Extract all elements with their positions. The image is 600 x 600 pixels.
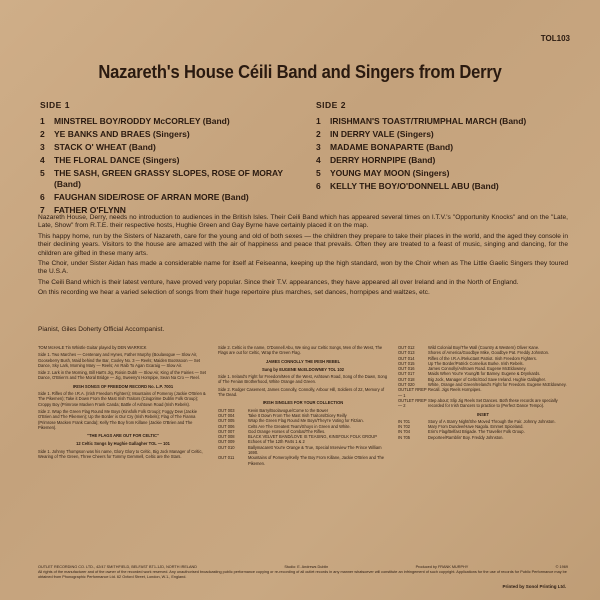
- catalog-text: Side 2. Celtic is the name, O'Donnell Abu, We sing our Celtic Songs, Men of the West, The Flags are out for Celtic, Wrap the Green Flag.: [218, 345, 383, 356]
- track-item: [40, 129, 310, 140]
- catalog-column-2: [218, 345, 388, 466]
- track-number: 2: [40, 129, 45, 139]
- record-code: OUTLET RREP — 1: [398, 387, 427, 398]
- copyright-year: © 1969: [555, 565, 568, 569]
- record-code: OUT 008: [218, 434, 235, 440]
- side-1-tracklist: [40, 100, 310, 218]
- track-number: 4: [316, 155, 321, 165]
- catalog-text: Side 1. Two Marches — Centenary and Hynes, Father Murphy (Boulavogue — Slow Air, Gooseberry Bush, Maid behind the Bar, Cooley No. 3 — Reels; Maiden Bootssoon — Set Dance, Sky Lark, Morning Mary — Reels; An Raib To Agan Gcaraig — Slow Air.: [38, 352, 201, 368]
- side-1-heading: SIDE 1: [40, 100, 70, 110]
- track-title: DERRY HORNPIPE (Band): [330, 155, 436, 165]
- liner-paragraph: This happy home, run by the Sisters of Nazareth, care for the young and old of both sexes — the children they prepare to take their places in the world, and the aged they console in their declining years. Visitors to the house are amazed with the air of happiness and peace that prevails. Often they are treated to a feast of music, singing and dancing, for the children are gifted in these many arts.: [38, 232, 568, 257]
- track-item: [40, 155, 310, 166]
- track-title: FAUGHAN SIDE/ROSE OF ARRAN MORE (Band): [54, 192, 249, 202]
- track-item: [40, 168, 310, 190]
- record-code: OUT 006: [218, 423, 235, 429]
- track-item: [40, 142, 310, 153]
- catalog-text: Side 1. Ireland's Fight for Freedom/Men of the West, Ashtown Road, Song of the Dawn, Song of The Fenian Brotherhood, White Orange and Green.: [218, 374, 388, 385]
- studio-credit: Studio: E. Andrews Dublin: [284, 565, 329, 569]
- track-title: MINSTREL BOY/RODDY McCORLEY (Band): [54, 116, 230, 126]
- album-title: Nazareth's House Céili Band and Singers from Derry: [98, 62, 502, 82]
- catalog-heading: IRISH SONGS OF FREEDOM RECORD No. L.P. 7001: [72, 383, 174, 389]
- track-number: 6: [316, 181, 321, 191]
- track-title: THE FLORAL DANCE (Singers): [54, 155, 180, 165]
- liner-paragraph: The Choir, under Sister Aidan has made a considerable name for itself at Feiseanna, keeping up the high standard, won by the Choir when as The Little Gaelic Singers they toured the U.S.A.: [38, 260, 568, 276]
- record-code: OUT 020: [398, 382, 415, 388]
- pianist-credit: Pianist, Giles Doherty Official Accompanist.: [38, 326, 165, 333]
- record-code: OUT 015: [398, 360, 415, 366]
- record-title: Deportee/Ramblin' Boy. Freddy Johnston.: [428, 434, 504, 440]
- track-title: YE BANKS AND BRAES (Singers): [54, 129, 190, 139]
- track-title: THE SASH, GREEN GRASSY SLOPES, ROSE OF MORAY (Band): [54, 168, 283, 189]
- record-title: Rifles of the I.R.A./Reluctant Patriot. Irish Freedom Fighters.: [428, 355, 537, 361]
- track-number: 1: [40, 116, 45, 126]
- record-code: IN 704: [398, 429, 411, 435]
- catalog-column-3: [398, 345, 568, 466]
- catalog-heading: IRISH SINGLES FOR YOUR COLLECTION: [262, 400, 344, 406]
- record-code: OUT 013: [398, 350, 415, 356]
- track-number: 3: [40, 142, 45, 152]
- track-title: IN DERRY VALE (Singers): [330, 129, 434, 139]
- liner-paragraph: The Ceili Band which is their latest venture, have proved very popular. Since their T.V. appearances, they have appeared all over Ireland and in the North of England.: [38, 278, 519, 286]
- track-item: [40, 116, 310, 127]
- catalog-heading: "THE FLAGS ARE OUT FOR CELTIC": [87, 433, 159, 439]
- record-title: Ballymacarett You're Orange & True, Special Interview The Prince William 1690.: [248, 444, 382, 456]
- record-title: Maids When You're Young/B for Barney. Eugene & Drynkards.: [428, 371, 541, 377]
- record-title: Big Jock, Manager of Celtic/God Save Ireland. Hughie Gallagher.: [428, 376, 546, 382]
- catalog-text: Side 2. Rodger Casement, James Connolly, Connolly, Arbour Hill, Soldiers of 22, Memory of The Dead.: [218, 386, 385, 398]
- record-title: Recall. Jigs Reels Hornpipes.: [428, 387, 482, 393]
- record-code: OUTLET RREP — 2: [398, 397, 427, 409]
- track-number: 3: [316, 142, 321, 152]
- track-item: [316, 116, 586, 127]
- record-code: OUT 014: [398, 355, 415, 361]
- catalog-text: Side 2. Wrap the Green Flag Round Me Boys (Kinsfolk Folk Group); Foggy Dew (Jackie O'Brien and The Pikemen); Up the Border is Our Cry (Irish Rebels); Flag of The Fianna (Primrose Macken Frank Canda); Kelly The Boy from Killane (Jackie O'Brien and The Pikemen).: [38, 408, 197, 430]
- producer-credit: Produced by FRANK MURPHY: [415, 565, 469, 569]
- printer-credit: Printed by Sonol Printing Ltd.: [502, 584, 566, 589]
- footer: [38, 565, 568, 580]
- catalog-heading: JAMES CONNOLLY THE IRISH REBEL: [265, 358, 341, 364]
- track-item: [316, 129, 586, 140]
- record-title: Kevin Barry/Boolavogue/Come to the Bower: [248, 407, 329, 413]
- track-item: [316, 181, 586, 192]
- track-number: 5: [40, 168, 45, 178]
- liner-paragraph: On this recording we hear a varied selection of songs from their huge repertoire plus marches, set dances, hornpipes and waltzes, etc.: [38, 289, 430, 297]
- track-item: [316, 142, 586, 153]
- track-title: KELLY THE BOY/O'DONNELL ABU (Band): [330, 181, 499, 191]
- catalog-text: Side 2. Lark in the Morning, Bill Hart's Jig, Roisin Dubh — Slow Air, King of the Fairies — Set Dance, O'Brien's and The Moral Bridge — Jig, Sweeny's Hornpipe, Sean Na Cro — Reel.: [38, 370, 207, 381]
- track-item: [40, 192, 310, 203]
- record-title: Mary From Dundee/Have Nagola. Emmet Spiceland.: [428, 424, 524, 430]
- track-number: 7: [40, 205, 45, 215]
- list-item: [398, 387, 568, 398]
- record-code: OUT 012: [398, 345, 415, 350]
- side-2-tracklist: [316, 100, 586, 194]
- liner-notes: [38, 214, 568, 300]
- catalog-heading: 12 Celtic Songs by Hughie Gallagher TOL — 101: [76, 441, 170, 447]
- track-title: FATHER O'FLYNN: [54, 205, 126, 215]
- label-address: OUTLET RECORDING CO. LTD., 42/47 SMITHFIELD, BELFAST BT1-1JD, NORTH IRELAND: [38, 565, 198, 569]
- record-code: OUT 004: [218, 412, 235, 418]
- record-code: IN 701: [398, 418, 411, 424]
- catalog-heading: Sung by EUGENE McELDOWNEY TOL 102: [261, 366, 345, 372]
- record-title: Take It Down From The Mast Irish Traitors/Dicey Reilly: [248, 412, 347, 418]
- record-code: OUT 009: [218, 439, 235, 445]
- record-title: Wild Colonial Boy/The Wall (Country & Western) Oliver Kane.: [428, 345, 540, 350]
- catalog-text: TOM McHALE Tin Whistle Guitar played by DEN WARRICK: [38, 345, 147, 350]
- catalog-column-1: [38, 345, 208, 466]
- record-title: Step about; Slip Jig Reels Set Dances. Both these records are specially recorded for Irish Dancers to practice to (Perfect Dance Tempo).: [428, 397, 558, 409]
- record-title: Story of A Starry Night/She Moved Through the Fair. Johnny Johnston.: [428, 418, 556, 424]
- record-code: OUT 016: [398, 366, 415, 372]
- record-title: Erin's Flag/Belfast Brigade. The Traveller Folk Group.: [428, 429, 525, 435]
- catalog-columns: [38, 345, 568, 466]
- record-code: OUT 017: [398, 371, 415, 377]
- catalog-heading: INSET: [476, 411, 490, 417]
- record-title: Echoes of The 12th Parts 1 & 2: [248, 439, 305, 445]
- record-title: Celts Are The Greatest Team/Shoys in Green and White.: [248, 423, 351, 429]
- track-number: 4: [40, 155, 45, 165]
- track-number: 5: [316, 168, 321, 178]
- list-item: [218, 455, 388, 466]
- track-item: [316, 168, 586, 179]
- record-title: God Orange Horses of Combat/The Rifles.: [248, 428, 326, 434]
- record-title: Wrap the Green Flag Round Me Boys/They're Voting for Fitzian.: [248, 418, 364, 424]
- record-code: OUT 011: [218, 455, 235, 461]
- record-title: Shores of America/Goodbye Mike, Goodbye Pat. Freddy Johnston.: [428, 350, 550, 356]
- record-title: BLACK VELVET BAND/LOVE IS TEASING, KINSFOLK FOLK GROUP: [248, 434, 377, 440]
- track-title: YOUNG MAY MOON (Singers): [330, 168, 450, 178]
- record-code: OUT 007: [218, 428, 235, 434]
- liner-paragraph: Nazareth House, Derry, needs no introduction to audiences in the British Isles. Their Ceili Band which has appeared several times on I.T.V.'s "Opportunity Knocks" and on the "Late, Late, Show" from R.T.E. their respective hosts, Hughie Green and Gay Byrne have certainly placed it on the map.: [38, 214, 568, 230]
- record-code: OUT 005: [218, 418, 235, 424]
- track-title: MADAME BONAPARTE (Band): [330, 142, 454, 152]
- record-code: OUT 018: [398, 376, 415, 382]
- record-title: James Connolly/Ashtown Road. Eugene McEldowney.: [428, 366, 527, 372]
- track-number: 6: [40, 192, 45, 202]
- list-item: [398, 398, 568, 409]
- catalog-text: Side 1. Rifles of the I.R.A. (Irish Freedom Fighters); Mountains of Pomeroy (Jackie O'Brien & The Pikemen); Take it Down From the Mast Irish Traitors (Cinqprime Dublin Folk Group); Croppy Boy (Primrose Macken Frank Canda; Battle of Ashtown Road (Irish Rebels).: [38, 391, 206, 407]
- record-title: Mountains of Pomeroy/Kelly The Boy From Killane, Jackie O'Brien and The Pikemen.: [248, 455, 385, 466]
- track-title: IRISHMAN'S TOAST/TRIUMPHAL MARCH (Band): [330, 116, 527, 126]
- record-title: White, Orange and Green/Ireland's Fight for Freedom. Eugene McEldowney.: [428, 382, 567, 388]
- track-item: [316, 155, 586, 166]
- side-2-heading: SIDE 2: [316, 100, 346, 110]
- track-title: STACK O' WHEAT (Band): [54, 142, 156, 152]
- track-number: 1: [316, 116, 321, 126]
- record-title: Up The Border/Patrick Cornelius Burke. Irish Rebels.: [428, 360, 524, 366]
- track-number: 2: [316, 129, 321, 139]
- list-item: [218, 445, 388, 456]
- list-item: [398, 435, 568, 440]
- legal-text: All rights of the manufacturer and of the owner of the recorded work reserved. Any unauthorised broadcasting public performance copying or re-recording of all outlet records in any manner whatsoever will constitute an infringement of such copyright. Applications for the use of records for Public Performance may be obtained from Phonographic Performance Ltd. 62 Oxford Street, London, W.1., England.: [38, 570, 567, 579]
- record-code: OUT 003: [218, 407, 235, 413]
- record-code: OUT 010: [218, 444, 235, 450]
- record-code: IN 705: [398, 434, 411, 440]
- record-code: IN 702: [398, 424, 411, 430]
- catalog-number: TOL103: [540, 34, 570, 43]
- catalog-text: Side 1. Johnny Thompson was his name, Glory Glory to Celtic, Big Jock Manager of Celtic, Wearing of The Green, Three Cheers for Tommy Gemmell, Celtic are the Stars.: [38, 448, 203, 460]
